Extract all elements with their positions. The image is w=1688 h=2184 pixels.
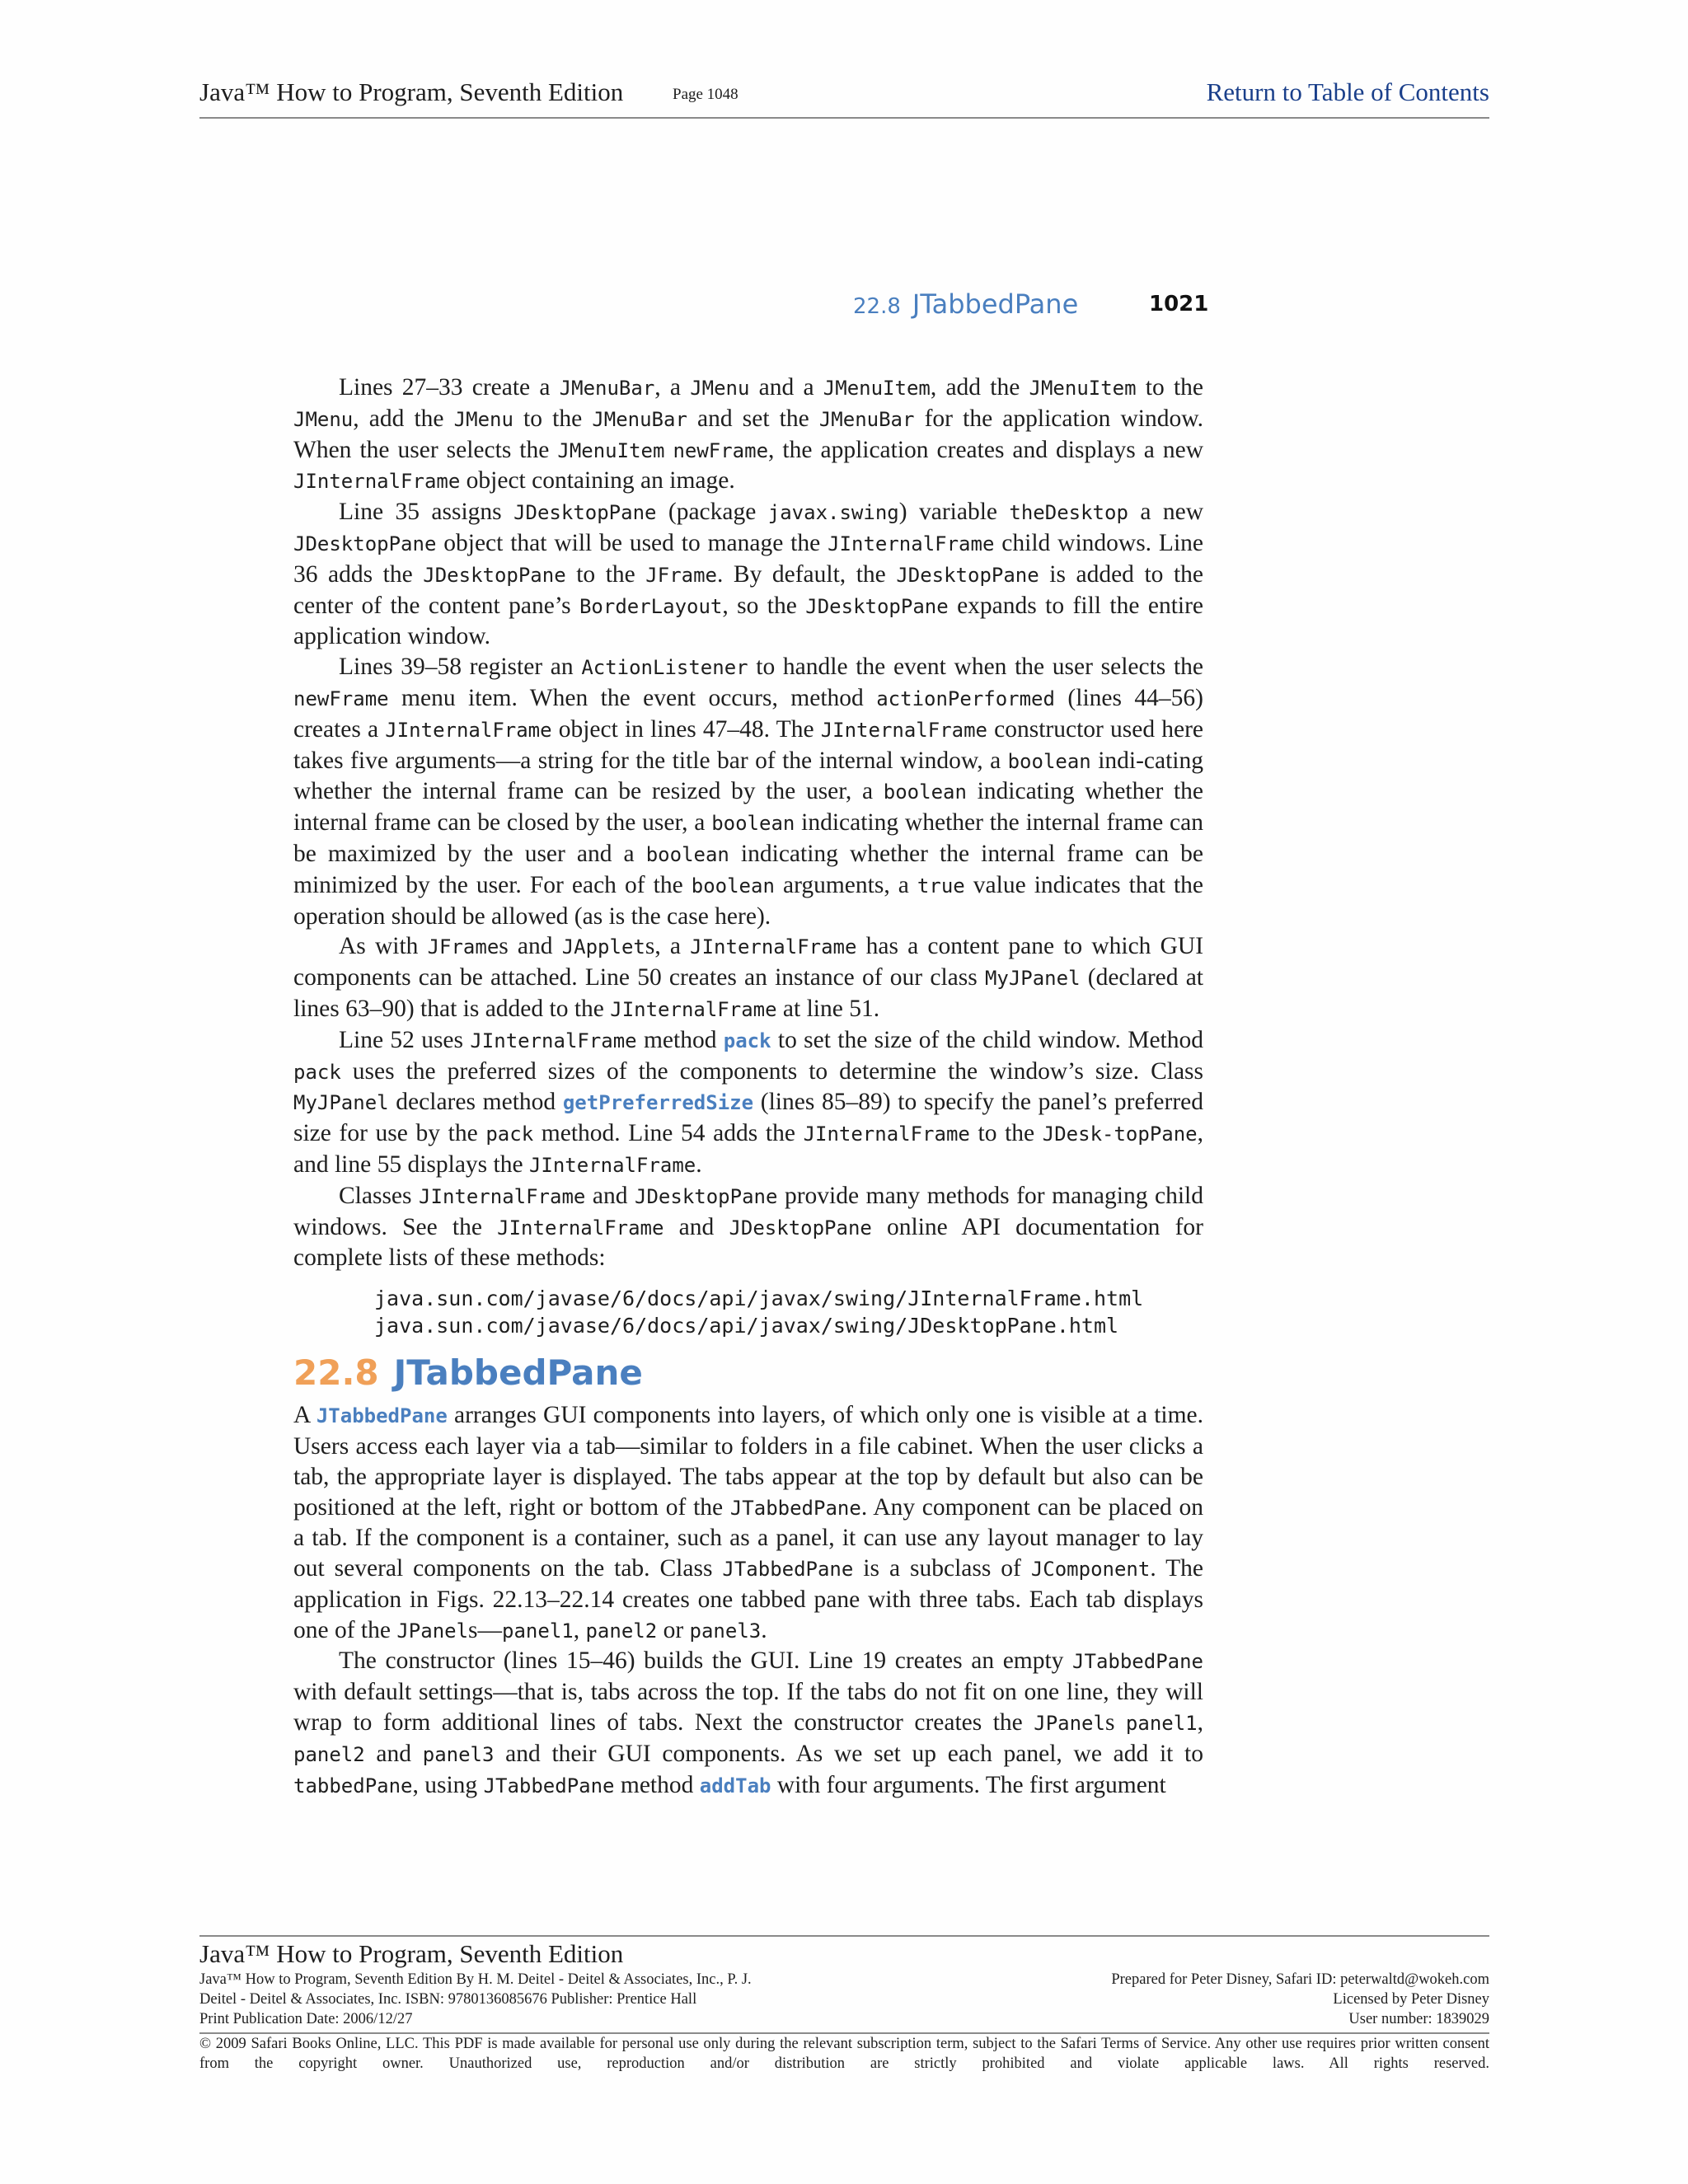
section-number: 22.8 — [293, 1352, 379, 1394]
publication-info-line: Print Publication Date: 2006/12/27 — [199, 2011, 413, 2027]
publication-info-line: Deitel - Deitel & Associates, Inc. ISBN: 9780136085676 Publisher: Prentice Hall — [199, 1991, 697, 2008]
code-term: JInternalFrame — [690, 935, 857, 959]
code-term: javax.swing — [767, 501, 899, 525]
page-footer — [199, 1935, 1489, 2074]
code-term: JInternalFrame — [528, 1153, 696, 1177]
key-term: pack — [723, 1029, 771, 1052]
code-term: newFrame — [673, 438, 769, 462]
license-info-line: Licensed by Peter Disney — [1333, 1991, 1489, 2008]
license-info-line: User number: 1839029 — [1348, 2011, 1489, 2027]
code-term: boolean — [1007, 749, 1091, 773]
code-term: JTabbedPane — [1072, 1650, 1203, 1674]
page-header — [199, 77, 1489, 119]
book-title: Java™ How to Program, Seventh Edition — [199, 77, 624, 106]
running-head-section-number: 22.8 — [853, 294, 901, 319]
code-term: JMenu — [690, 377, 750, 400]
code-term: JMenu — [453, 407, 513, 431]
paragraph: The constructor (lines 15–46) builds the GUI. Line 19 creates an empty JTabbedPane with default settings—that is, tabs across the top. If the tabs do not fit on one line, they will wrap to form additional lines of tabs. Next the constructor creates the JPanels panel1, panel2 and panel3 and their GUI components. As we set up each panel, we add it to tabbedPane, using JTabbedPane method addTab with four arguments. The first argument — [293, 1647, 1204, 1798]
code-term: JInternalFrame — [385, 718, 552, 742]
paragraph: Lines 39–58 register an ActionListener to handle the event when the user selects the newFrame menu item. When the event occurs, method actionPerformed (lines 44–56) creates a JInternalFrame object in lines 47–48. The JInternalFrame constructor used here takes five arguments—a string for the title bar of the internal window, a boolean indi-cating whether the internal frame can be resized by the user, a boolean indicating whether the internal frame can be closed by the user, a boolean indicating whether the internal frame can be maximized by the user and a boolean indicating whether the internal frame can be minimized by the user. For each of the boolean arguments, a true value indicates that the operation should be allowed (as is the case here). — [293, 654, 1204, 930]
code-term: JDesktopPane — [729, 1216, 872, 1240]
code-term: JPanel — [396, 1619, 469, 1643]
code-term: boolean — [883, 780, 967, 804]
footer-title: Java™ How to Program, Seventh Edition — [199, 1939, 624, 1968]
code-term: JTabbedPane — [483, 1774, 615, 1797]
code-term: JTabbedPane — [722, 1558, 854, 1582]
code-term: JInternalFrame — [497, 1216, 664, 1240]
code-term: pack — [485, 1122, 534, 1146]
footer-divider — [199, 1935, 1489, 1937]
code-term: JApplet — [561, 935, 645, 959]
code-term: JMenuBar — [592, 407, 687, 431]
code-term: actionPerformed — [876, 687, 1055, 710]
paragraph: Line 52 uses JInternalFrame method pack to set the size of the child window. Method pack uses the preferred sizes of the components to determine the window’s size. Class MyJPanel declares method getPreferredSize (lines 85–89) to specify the panel’s preferred size for use by the pack method. Line 54 adds the JInternalFrame to the JDesk-topPane, and line 55 displays the JInternalFrame. — [293, 1026, 1203, 1178]
code-term: panel1 — [1125, 1712, 1198, 1736]
code-term: JInternalFrame — [293, 470, 461, 494]
code-term: JInternalFrame — [803, 1122, 970, 1146]
code-term: JDesktopPane — [896, 563, 1039, 587]
running-head — [853, 288, 1078, 320]
code-term: JMenuBar — [559, 377, 655, 400]
code-term: panel3 — [689, 1619, 762, 1643]
publication-info — [199, 1970, 752, 2029]
section-title: JTabbedPane — [393, 1352, 643, 1394]
code-term: JMenuItem — [557, 438, 665, 462]
code-term: JDesktopPane — [635, 1184, 778, 1208]
page-label: Page 1048 — [673, 86, 738, 103]
section-heading — [293, 1351, 1203, 1395]
code-term: MyJPanel — [984, 967, 1081, 991]
paragraph: As with JFrames and JApplets, a JInternalFrame has a content pane to which GUI components can be attached. Line 50 creates an instance of our class MyJPanel (declared at lines 63–90) that is added to the JInternalFrame at line 51. — [293, 933, 1204, 1022]
paragraph: Line 35 assigns JDesktopPane (package javax.swing) variable theDesktop a new JDesktopPane object that will be used to manage the JInternalFrame child windows. Line 36 adds the JDesktopPane to the JFrame. By default, the JDesktopPane is added to the center of the content pane’s BorderLayout, so the JDesktopPane expands to fill the entire application window. — [293, 499, 1203, 650]
code-term: BorderLayout — [579, 594, 723, 618]
code-term: JDesk-topPane — [1042, 1122, 1198, 1146]
code-term: panel2 — [293, 1742, 365, 1766]
code-term: boolean — [711, 812, 795, 836]
code-term: JInternalFrame — [828, 532, 995, 555]
code-term: panel1 — [502, 1619, 574, 1643]
paragraph: A JTabbedPane arranges GUI components into layers, of which only one is visible at a time. Users access each layer via a tab—similar to folders in a file cabinet. When the user clicks a tab, the appropriate layer is displayed. The tabs appear at the top by default but also can be positioned at the left, right or bottom of the JTabbedPane. Any component can be placed on a tab. If the component is a container, such as a panel, it can use any layout manager to lay out several components on the tab. Class JTabbedPane is a subclass of JComponent. The application in Figs. 22.13–22.14 creates one tabbed pane with three tabs. Each tab displays one of the JPanels—panel1, panel2 or panel3. — [293, 1402, 1203, 1643]
code-term: JInternalFrame — [470, 1029, 637, 1052]
code-term: JMenuItem — [823, 377, 931, 400]
key-term: JTabbedPane — [316, 1404, 448, 1428]
code-term: JComponent — [1030, 1558, 1151, 1582]
code-term: theDesktop — [1009, 501, 1128, 525]
code-term: pack — [293, 1060, 341, 1084]
running-head-title: JTabbedPane — [912, 288, 1079, 320]
code-term: JMenuItem — [1029, 377, 1137, 400]
code-term: JFrame — [645, 563, 717, 587]
code-term: tabbedPane — [293, 1774, 413, 1797]
code-term: JDesktopPane — [423, 563, 566, 587]
code-term: ActionListener — [581, 656, 748, 680]
code-term: newFrame — [293, 687, 389, 710]
api-url-list — [374, 1285, 1203, 1339]
license-info-line: Prepared for Peter Disney, Safari ID: peterwaltd@wokeh.com — [1111, 1971, 1489, 1988]
code-term: JDesktopPane — [805, 594, 949, 618]
code-term: JDesktopPane — [293, 532, 437, 555]
code-term: JTabbedPane — [729, 1496, 861, 1520]
code-term: JFrame — [427, 935, 499, 959]
key-term: getPreferredSize — [562, 1091, 754, 1115]
api-url: java.sun.com/javase/6/docs/api/javax/swing/JDesktopPane.html — [374, 1314, 1119, 1338]
code-term: JInternalFrame — [610, 997, 777, 1021]
code-term: panel2 — [585, 1619, 658, 1643]
code-term: boolean — [691, 874, 775, 898]
code-term: JMenuBar — [818, 407, 915, 431]
code-term: boolean — [645, 842, 729, 866]
book-page-number: 1021 — [1149, 292, 1209, 316]
code-term: panel3 — [422, 1742, 495, 1766]
code-term: JInternalFrame — [419, 1184, 586, 1208]
body-text — [293, 373, 1203, 1801]
footer-meta — [199, 1970, 1489, 2029]
paragraph: Lines 27–33 create a JMenuBar, a JMenu and a JMenuItem, add the JMenuItem to the JMenu, add the JMenu to the JMenuBar and set the JMenuBar for the application window. When the user selects the JMenuItem newFrame, the application creates and displays a new JInternalFrame object containing an image. — [293, 374, 1204, 494]
code-term: true — [917, 874, 965, 898]
code-term: MyJPanel — [293, 1091, 389, 1115]
code-term: JDesktopPane — [513, 501, 657, 525]
code-term: JPanel — [1034, 1712, 1105, 1736]
api-url: java.sun.com/javase/6/docs/api/javax/swing/JInternalFrame.html — [374, 1286, 1144, 1311]
publication-info-line: Java™ How to Program, Seventh Edition By H. M. Deitel - Deitel & Associates, Inc., P. J. — [199, 1971, 752, 1988]
copyright-notice: © 2009 Safari Books Online, LLC. This PDF is made available for personal use only during the relevant subscription term, subject to the Safari Terms of Service. Any other use requires prior written consent from the copyright owner. Unauthorized use, reproduction and/or distribution are strictly prohibited and violate applicable laws. All rights reserved. — [199, 2036, 1489, 2072]
key-term: addTab — [699, 1774, 771, 1797]
license-info — [1111, 1970, 1489, 2029]
paragraph: Classes JInternalFrame and JDesktopPane provide many methods for managing child windows. See the JInternalFrame and JDesktopPane online API documentation for complete lists of these methods: — [293, 1182, 1204, 1272]
return-to-toc-link[interactable]: Return to Table of Contents — [1206, 77, 1489, 106]
code-term: JInternalFrame — [820, 718, 987, 742]
code-term: JMenu — [293, 407, 354, 431]
